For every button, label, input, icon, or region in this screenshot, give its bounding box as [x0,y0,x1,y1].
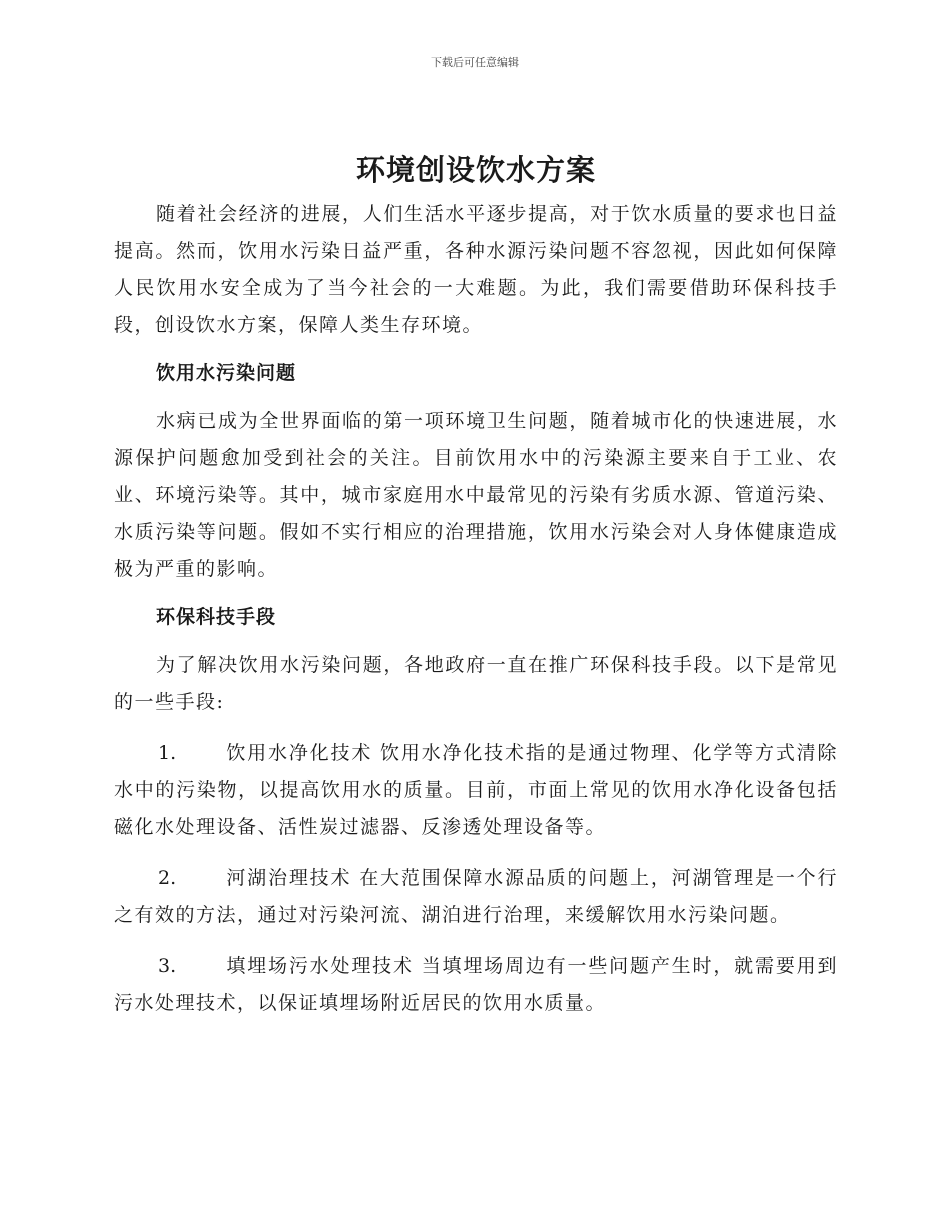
list-item [114,860,838,934]
pollution-paragraph: 水病已成为全世界面临的第一项环境卫生问题，随着城市化的快速进展，水源保护问题愈加受到社会的关注。目前饮用水中的污染源主要来自于工业、农业、环境污染等。其中，城市家庭用水中最常见的污染有劣质水源、管道污染、水质污染等问题。假如不实行相应的治理措施，饮用水污染会对人身体健康造成极为严重的影响。 [114,410,838,580]
intro-paragraph: 随着社会经济的进展，人们生活水平逐步提高，对于饮水质量的要求也日益提高。然而，饮用水污染日益严重，各种水源污染问题不容忽视，因此如何保障人民饮用水安全成为了当今社会的一大难题。为此，我们需要借助环保科技手段，创设饮水方案，保障人类生存环境。 [114,203,838,336]
document-body [114,150,838,1022]
section-heading-technology: 环保科技手段 [156,606,277,628]
list-item-number: 1. [158,742,177,764]
technology-paragraph: 为了解决饮用水污染问题，各地政府一直在推广环保科技手段。以下是常见的一些手段: [114,654,838,713]
list-item [114,948,838,1022]
list-item-number: 2. [158,867,177,889]
section-heading-pollution: 饮用水污染问题 [156,362,297,384]
list-item [114,735,838,846]
list-item-text: 河湖治理技术 在大范围保障水源品质的问题上，河湖管理是一个行之有效的方法，通过对污染河流、湖泊进行治理，来缓解饮用水污染问题。 [114,867,838,926]
list-item-number: 3. [158,955,177,977]
list-item-text: 填埋场污水处理技术 当填埋场周边有一些问题产生时，就需要用到污水处理技术，以保证填埋场附近居民的饮用水质量。 [114,955,838,1014]
list-item-text: 饮用水净化技术 饮用水净化技术指的是通过物理、化学等方式清除水中的污染物，以提高饮用水的质量。目前，市面上常见的饮用水净化设备包括磁化水处理设备、活性炭过滤器、反渗透处理设备等。 [114,742,838,838]
header-note: 下载后可任意编辑 [431,56,519,69]
document-title: 环境创设饮水方案 [355,153,596,187]
